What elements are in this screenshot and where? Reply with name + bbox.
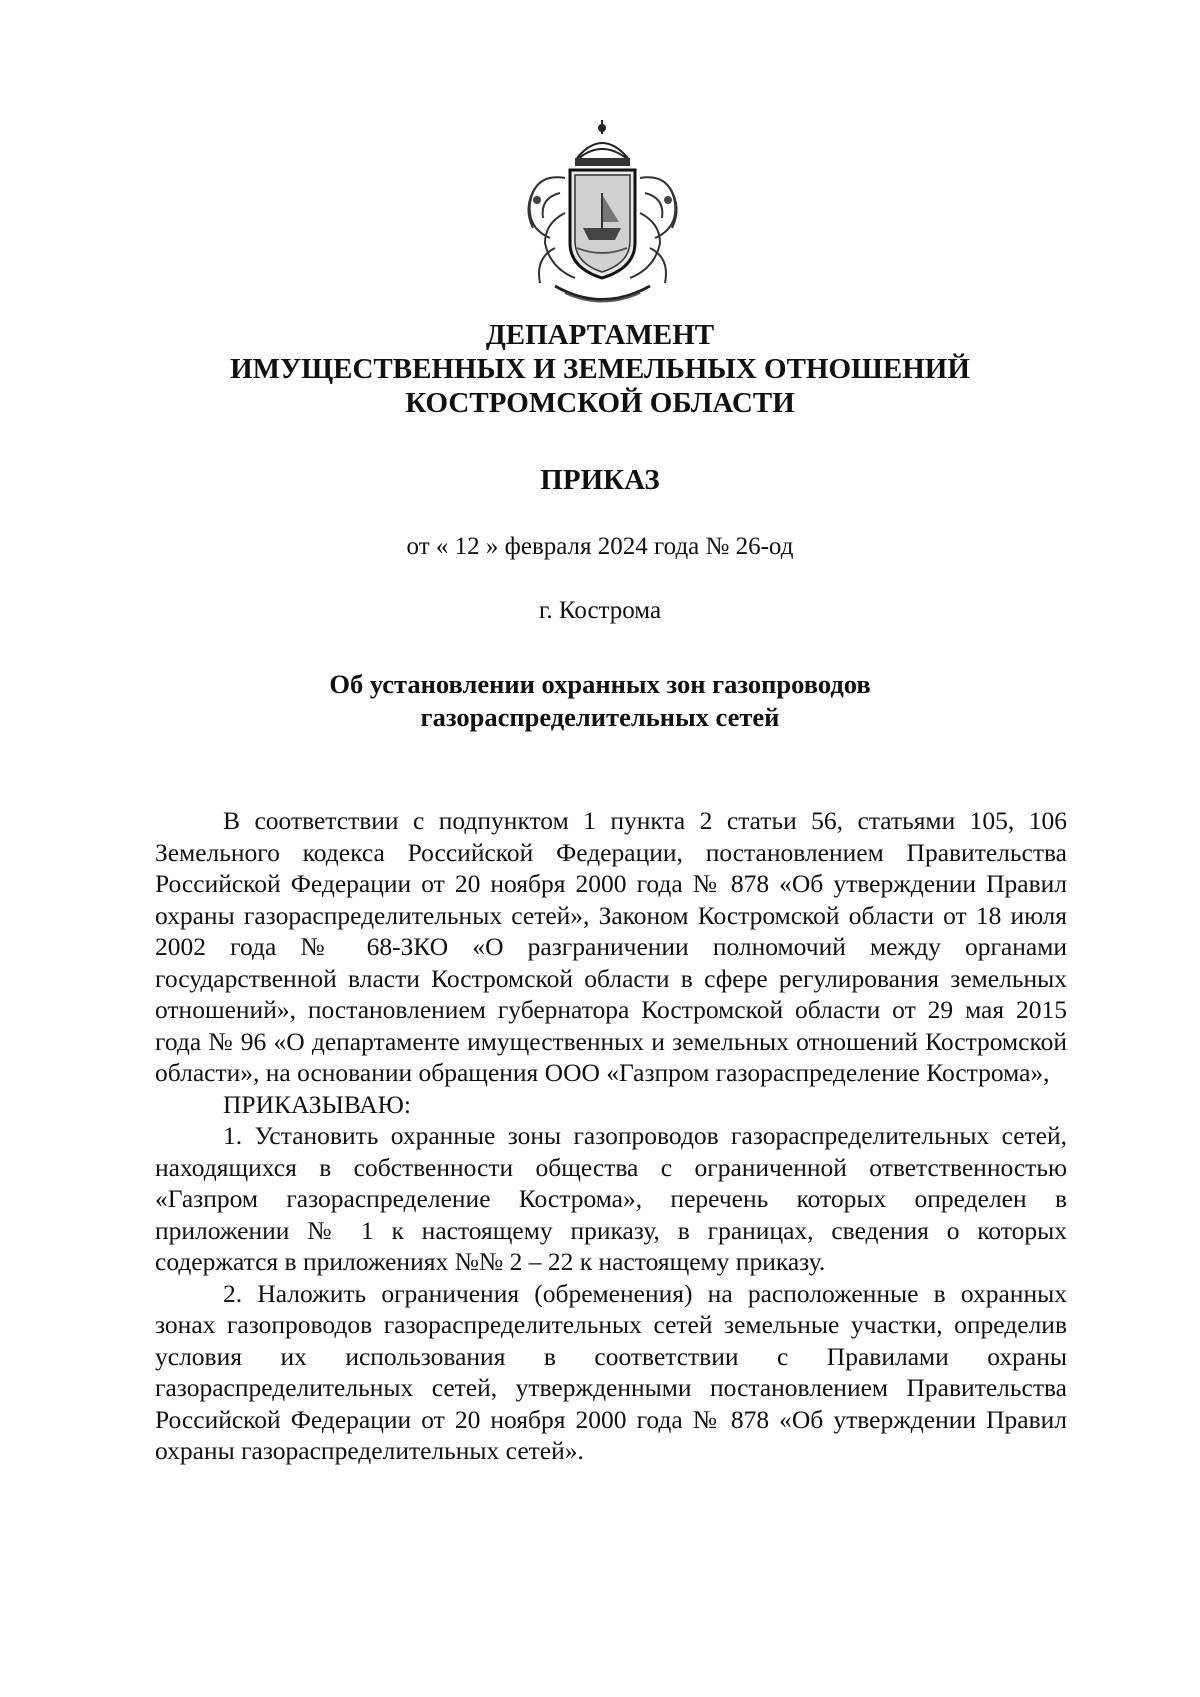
title-line-1: Об установлении охранных зон газопроводов <box>329 669 871 699</box>
city: г. Кострома <box>538 597 662 624</box>
org-line-3: КОСТРОМСКОЙ ОБЛАСТИ <box>405 387 795 419</box>
document-title <box>0 668 1200 734</box>
organization-name <box>0 318 1200 420</box>
document-body <box>155 805 1067 1467</box>
org-line-2: ИМУЩЕСТВЕННЫХ И ЗЕМЕЛЬНЫХ ОТНОШЕНИЙ <box>230 353 970 385</box>
document-type: ПРИКАЗ <box>540 464 660 496</box>
org-line-1: ДЕПАРТАМЕНТ <box>485 319 715 351</box>
title-line-2: газораспределительных сетей <box>420 702 780 732</box>
item-2-paragraph: 2. Наложить ограничения (обременения) на расположенные в охранных зонах газопроводов газораспределительных сетей земельные участки, определив условия их использования в соответствии с Правилами охраны газораспределительных сетей, утвержденными постановлением Правительства Российской Федерации от 20 ноября 2000 года № 878 «Об утверждении Правил охраны газораспределительных сетей». <box>155 1278 1067 1465</box>
coat-of-arms-emblem <box>515 118 690 313</box>
date-and-number: от « 12 » февраля 2024 года № 26-од <box>406 533 794 560</box>
preamble-paragraph: В соответствии с подпунктом 1 пункта 2 статьи 56, статьями 105, 106 Земельного кодекса Российской Федерации, постановлением Правительства Российской Федерации от 20 ноября 2000 года № 878 «Об утверждении Правил охраны газораспределительных сетей», Законом Костромской области от 18 июля 2002 года № 68-ЗКО «О разграничении полномочий между органами государственной власти Костромской области в сфере регулирования земельных отношений», постановлением губернатора Костромской области от 29 мая 2015 года № 96 «О департаменте имущественных и земельных отношений Костромской области», на основании обращения ООО «Газпром газораспределение Кострома», <box>155 806 1067 1087</box>
order-word: ПРИКАЗЫВАЮ: <box>223 1089 411 1119</box>
item-1-paragraph: 1. Установить охранные зоны газопроводов газораспределительных сетей, находящихся в собственности общества с ограниченной ответственностью «Газпром газораспределение Кострома», перечень которых определен в приложении № 1 к настоящему приказу, в границах, сведения о которых содержатся в приложениях №№ 2 – 22 к настоящему приказу. <box>155 1121 1067 1276</box>
